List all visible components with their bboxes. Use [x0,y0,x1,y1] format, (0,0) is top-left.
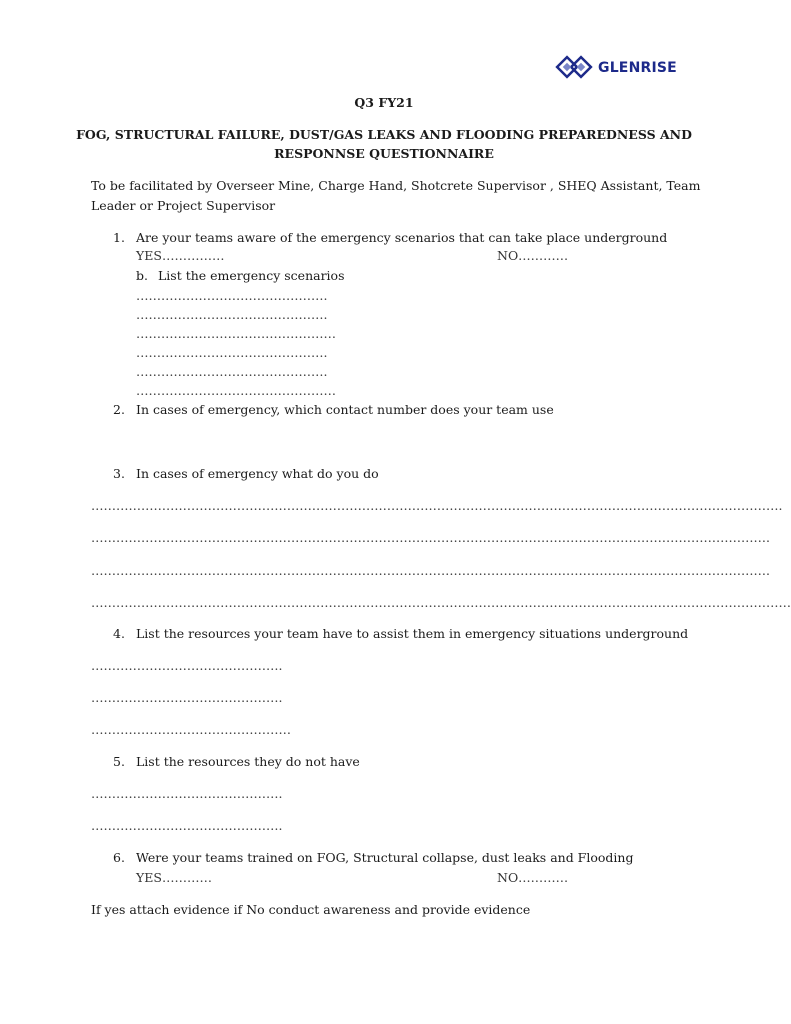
q2-text: In cases of emergency, which contact number does your team use [136,402,554,417]
q1b-answer-line[interactable]: ………………………………………… [136,383,336,398]
company-logo [556,52,678,84]
q4-answer-line[interactable]: ………………………………………. [91,658,283,673]
q4-number: 4. [113,626,125,641]
period-heading: Q3 FY21 [354,95,414,110]
q4-answer-line[interactable]: ………………………………………… [91,722,291,737]
q5-answer-line[interactable]: ………………………………………. [91,818,283,833]
q1-text: Are your teams aware of the emergency scenarios that can take place underground [136,230,668,245]
intro-line2: Leader or Project Supervisor [91,198,276,213]
q6-no-field[interactable]: NO………… [497,870,569,885]
q1-no-field[interactable]: NO………… [497,248,569,263]
q1b-answer-line[interactable]: ………………………………………. [136,345,328,360]
q3-number: 3. [113,466,125,481]
q6-text: Were your teams trained on FOG, Structural collapse, dust leaks and Flooding [136,850,634,865]
document-title-line1: FOG, STRUCTURAL FAILURE, DUST/GAS LEAKS AND FLOODING PREPAREDNESS AND [76,127,692,142]
q1b-number: b. [136,268,148,283]
q3-answer-line[interactable]: ………………………………………………………………………………………………………………………………………………. [91,563,770,578]
q5-number: 5. [113,754,125,769]
logo-text: GLENRISE [598,60,677,76]
q5-answer-line[interactable]: ………………………………………. [91,786,283,801]
q4-answer-line[interactable]: ………………………………………. [91,690,283,705]
q4-text: List the resources your team have to assist them in emergency situations underground [136,626,689,641]
q6-number: 6. [113,850,125,865]
q1b-answer-line[interactable]: ………………………………………… [136,326,336,341]
q3-answer-line[interactable]: …………………………………………………………………………………………………………………………………………………. [91,498,783,513]
q3-answer-line[interactable]: ………………………………………………………………………………………………………………………………………………. [91,530,770,545]
intro-line1: To be facilitated by Overseer Mine, Charge Hand, Shotcrete Supervisor , SHEQ Assistant, Team [91,178,701,193]
q3-text: In cases of emergency what do you do [136,466,379,481]
document-title-line2: RESPONNSE QUESTIONNAIRE [274,146,494,161]
diamond-chain-logo-icon [556,52,600,84]
q6-yes-field[interactable]: YES………… [136,870,212,885]
q1-yes-field[interactable]: YES…………… [136,248,225,263]
q1b-answer-line[interactable]: ………………………………………. [136,288,328,303]
q5-text: List the resources they do not have [136,754,360,769]
q1b-answer-line[interactable]: ………………………………………. [136,364,328,379]
q1b-answer-line[interactable]: ………………………………………. [136,307,328,322]
q2-number: 2. [113,402,125,417]
q3-answer-line[interactable]: …………………………………………………………………………………………………………………………………………………… [91,595,791,610]
q1-number: 1. [113,230,125,245]
evidence-instruction: If yes attach evidence if No conduct awareness and provide evidence [91,902,531,917]
q1b-text: List the emergency scenarios [158,268,345,283]
